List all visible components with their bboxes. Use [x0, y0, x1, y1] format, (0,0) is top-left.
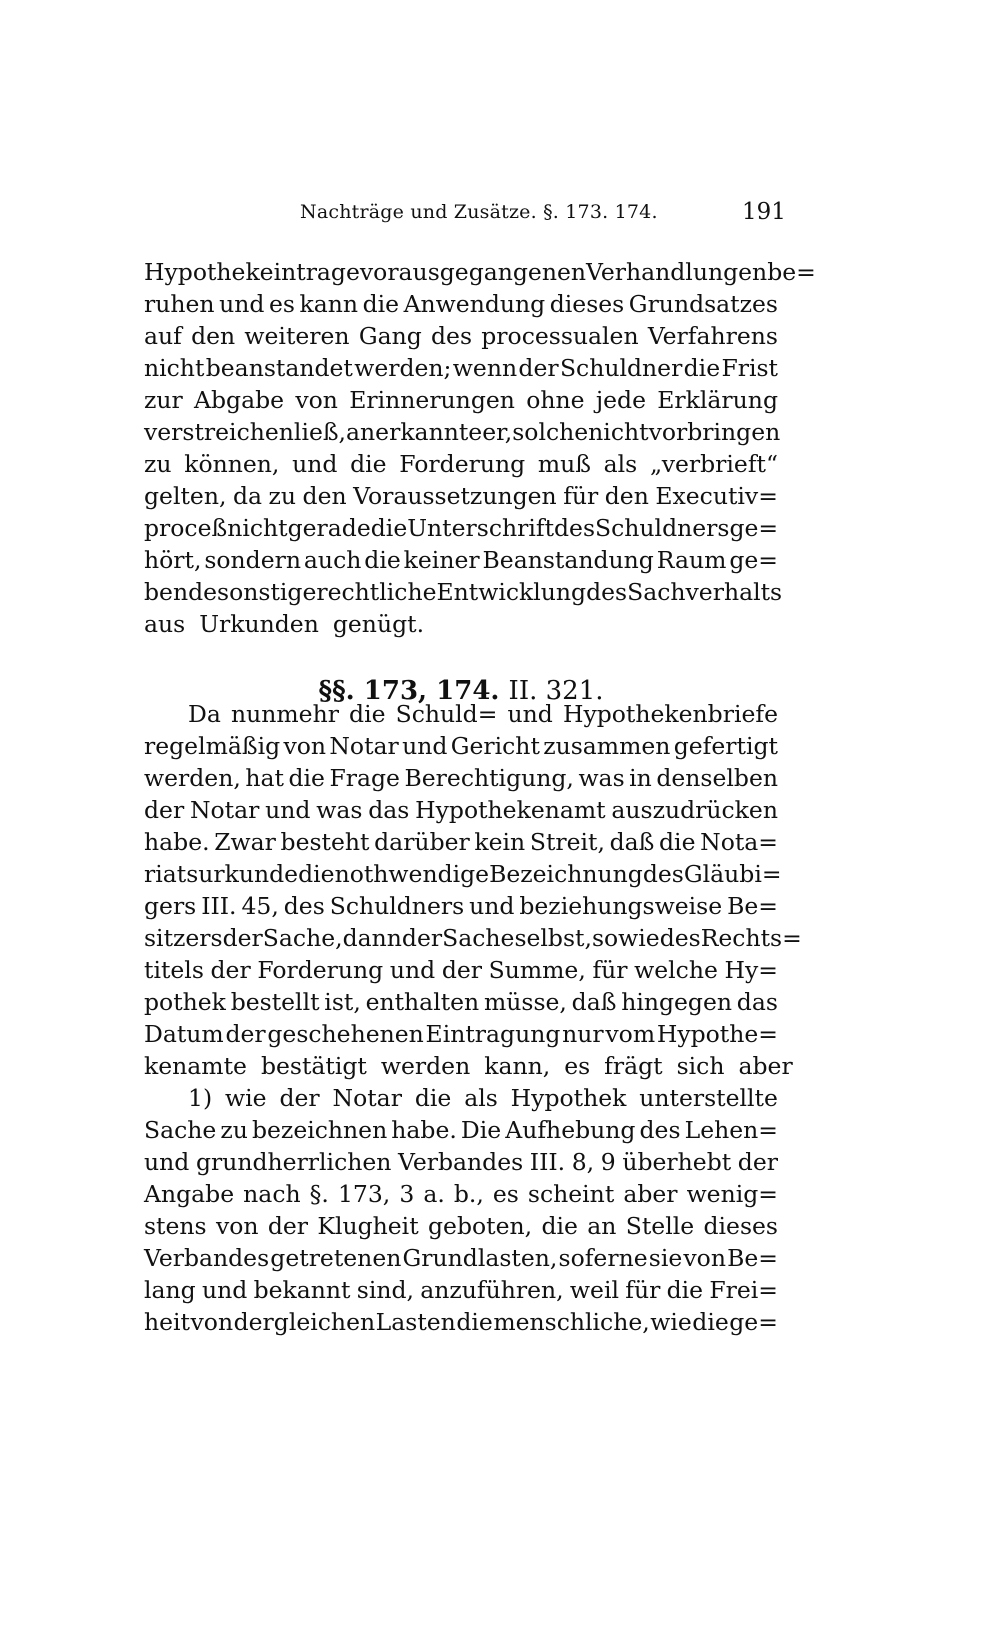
text-line: gers III. 45, des Schuldners und beziehungsweise Be=	[144, 892, 778, 920]
section-heading-reference: II. 321.	[508, 676, 604, 706]
paragraph-continuation	[144, 256, 816, 640]
text-line: Verbandes getretenen Grundlasten, soferne sie von Be=	[144, 1244, 778, 1272]
text-line: hört, sondern auch die keiner Beanstandung Raum ge=	[144, 546, 778, 574]
paragraph-section-intro	[144, 698, 802, 1082]
text-line: aus Urkunden genügt.	[144, 610, 425, 638]
text-line: zu können, und die Forderung muß als „verbrieft“	[144, 450, 778, 478]
text-line: riatsurkunde die nothwendige Bezeichnung des Gläubi=	[144, 860, 782, 888]
text-line: titels der Forderung und der Summe, für welche Hy=	[144, 956, 778, 984]
text-line: kenamte bestätigt werden kann, es frägt sich aber	[144, 1052, 793, 1080]
text-line: verstreichen ließ, anerkannte er, solche nicht vorbringen	[144, 418, 781, 446]
text-line: werden, hat die Frage Berechtigung, was in denselben	[144, 764, 778, 792]
text-line: nicht beanstandet werden; wenn der Schuldner die Frist	[144, 354, 778, 382]
text-line: 1) wie der Notar die als Hypothek unterstellte	[188, 1084, 778, 1112]
text-line: ruhen und es kann die Anwendung dieses Grundsatzes	[144, 290, 778, 318]
text-line: habe. Zwar besteht darüber kein Streit, daß die Nota=	[144, 828, 778, 856]
text-line: und grundherrlichen Verbandes III. 8, 9 überhebt der	[144, 1148, 778, 1176]
page-number: 191	[742, 199, 786, 225]
text-line: pothek bestellt ist, enthalten müsse, daß hingegen das	[144, 988, 778, 1016]
text-line: Angabe nach §. 173, 3 a. b., es scheint aber wenig=	[144, 1180, 778, 1208]
section-heading-main: §§. 173, 174.	[318, 676, 500, 706]
text-line: proceß nicht gerade die Unterschrift des Schuldners ge=	[144, 514, 779, 542]
text-line: sitzers der Sache, dann der Sache selbst, sowie des Rechts=	[144, 924, 802, 952]
text-line: auf den weiteren Gang des processualen Verfahrens	[144, 322, 778, 350]
text-line: Sache zu bezeichnen habe. Die Aufhebung des Lehen=	[144, 1116, 778, 1144]
text-line: gelten, da zu den Voraussetzungen für den Executiv=	[144, 482, 778, 510]
text-line: Datum der geschehenen Eintragung nur vom Hypothe=	[144, 1020, 778, 1048]
text-line: der Notar und was das Hypothekenamt auszudrücken	[144, 796, 778, 824]
text-line: Hypothekeintrage vorausgegangenen Verhandlungen be=	[144, 258, 816, 286]
text-line: stens von der Klugheit geboten, die an Stelle dieses	[144, 1212, 778, 1240]
text-line: Da nunmehr die Schuld= und Hypothekenbriefe	[188, 700, 778, 728]
text-line: heit von dergleichen Lasten die menschliche, wie die ge=	[144, 1308, 778, 1336]
text-line: zur Abgabe von Erinnerungen ohne jede Erklärung	[144, 386, 778, 414]
text-line: bende sonstige rechtliche Entwicklung des Sachverhalts	[144, 578, 783, 606]
text-line: regelmäßig von Notar und Gericht zusammen gefertigt	[144, 732, 778, 760]
text-line: lang und bekannt sind, anzuführen, weil für die Frei=	[144, 1276, 778, 1304]
running-head: Nachträge und Zusätze. §. 173. 174.	[300, 201, 658, 223]
paragraph-numbered-point	[144, 1082, 778, 1338]
